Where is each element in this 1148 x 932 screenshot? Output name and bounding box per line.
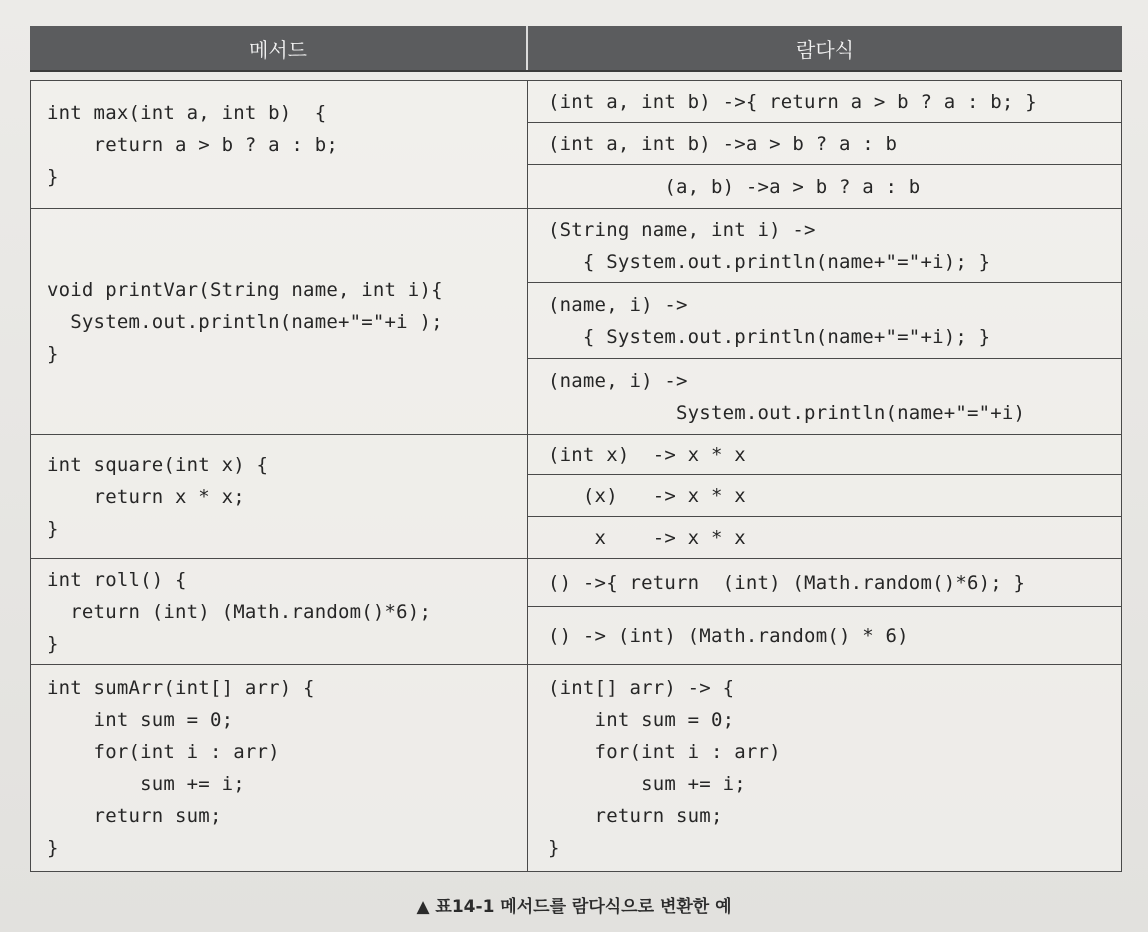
code-line: (x) -> x * x <box>548 484 746 507</box>
code-line: () ->{ return (int) (Math.random()*6); } <box>548 571 1026 594</box>
code-line: int square(int x) { <box>47 453 269 476</box>
lambda-cell <box>528 435 1121 475</box>
method-cell <box>31 665 528 871</box>
lambda-cell <box>528 165 1121 209</box>
code-line: sum += i; <box>548 773 746 795</box>
code-line: return sum; <box>548 805 723 827</box>
code-line: } <box>47 632 59 655</box>
code-line: return x * x; <box>47 485 245 508</box>
table-row-sumarr <box>31 665 1121 871</box>
table-row-square <box>31 435 1121 559</box>
code-line: (int x) -> x * x <box>548 443 746 466</box>
code-line: for(int i : arr) <box>47 741 280 763</box>
code-line: { System.out.println(name+"="+i); } <box>548 250 991 273</box>
code-line: () -> (int) (Math.random() * 6) <box>548 625 909 647</box>
lambda-cell <box>528 665 1121 871</box>
conversion-table <box>30 80 1122 872</box>
code-line: x -> x * x <box>548 527 746 549</box>
code-line: } <box>47 837 59 859</box>
method-cell <box>31 209 528 434</box>
header-lambda: 람다식 <box>528 26 1122 70</box>
lambda-cell <box>528 607 1121 665</box>
code-line: int sumArr(int[] arr) { <box>47 677 315 699</box>
code-line: { System.out.println(name+"="+i); } <box>548 325 991 348</box>
code-line: (int a, int b) ->{ return a > b ? a : b; } <box>548 90 1037 113</box>
code-line: (String name, int i) -> <box>548 218 816 241</box>
code-line: void printVar(String name, int i){ <box>47 278 443 301</box>
code-line: System.out.println(name+"="+i ); <box>47 310 443 333</box>
code-line: System.out.println(name+"="+i) <box>548 402 1026 424</box>
lambda-cell <box>528 517 1121 559</box>
lambda-cell <box>528 209 1121 283</box>
lambda-cell-group <box>528 435 1121 558</box>
code-line: } <box>47 165 59 188</box>
lambda-cell <box>528 359 1121 435</box>
table-row-max <box>31 81 1121 209</box>
lambda-cell <box>528 123 1121 165</box>
code-line: return a > b ? a : b; <box>47 133 338 156</box>
method-cell <box>31 435 528 558</box>
code-line: (name, i) -> <box>548 370 688 392</box>
lambda-cell-group <box>528 559 1121 664</box>
method-cell <box>31 81 528 208</box>
code-line: int max(int a, int b) { <box>47 101 327 124</box>
code-line: (name, i) -> <box>548 293 688 316</box>
lambda-cell-group <box>528 81 1121 208</box>
lambda-cell <box>528 81 1121 123</box>
lambda-cell <box>528 283 1121 359</box>
table-caption: ▲ 표14-1 메서드를 람다식으로 변환한 예 <box>416 897 732 917</box>
lambda-cell-group <box>528 209 1121 434</box>
code-line: } <box>548 837 560 859</box>
code-line: } <box>47 517 59 540</box>
code-line: int sum = 0; <box>548 709 735 731</box>
table-row-roll <box>31 559 1121 665</box>
header-method: 메서드 <box>30 26 528 70</box>
code-line: (a, b) ->a > b ? a : b <box>548 176 921 198</box>
lambda-cell <box>528 559 1121 607</box>
code-line: int roll() { <box>47 568 187 591</box>
code-line: return (int) (Math.random()*6); <box>47 600 432 623</box>
lambda-cell <box>528 475 1121 517</box>
code-line: int sum = 0; <box>47 709 234 731</box>
code-line: for(int i : arr) <box>548 741 781 763</box>
table-row-printvar <box>31 209 1121 435</box>
code-line: (int[] arr) -> { <box>548 677 735 699</box>
lambda-cell-group <box>528 665 1121 871</box>
table-header <box>30 26 1122 72</box>
code-line: sum += i; <box>47 773 245 795</box>
code-line: return sum; <box>47 805 222 827</box>
code-line: (int a, int b) ->a > b ? a : b <box>548 132 898 155</box>
method-cell <box>31 559 528 664</box>
code-line: } <box>47 342 59 365</box>
